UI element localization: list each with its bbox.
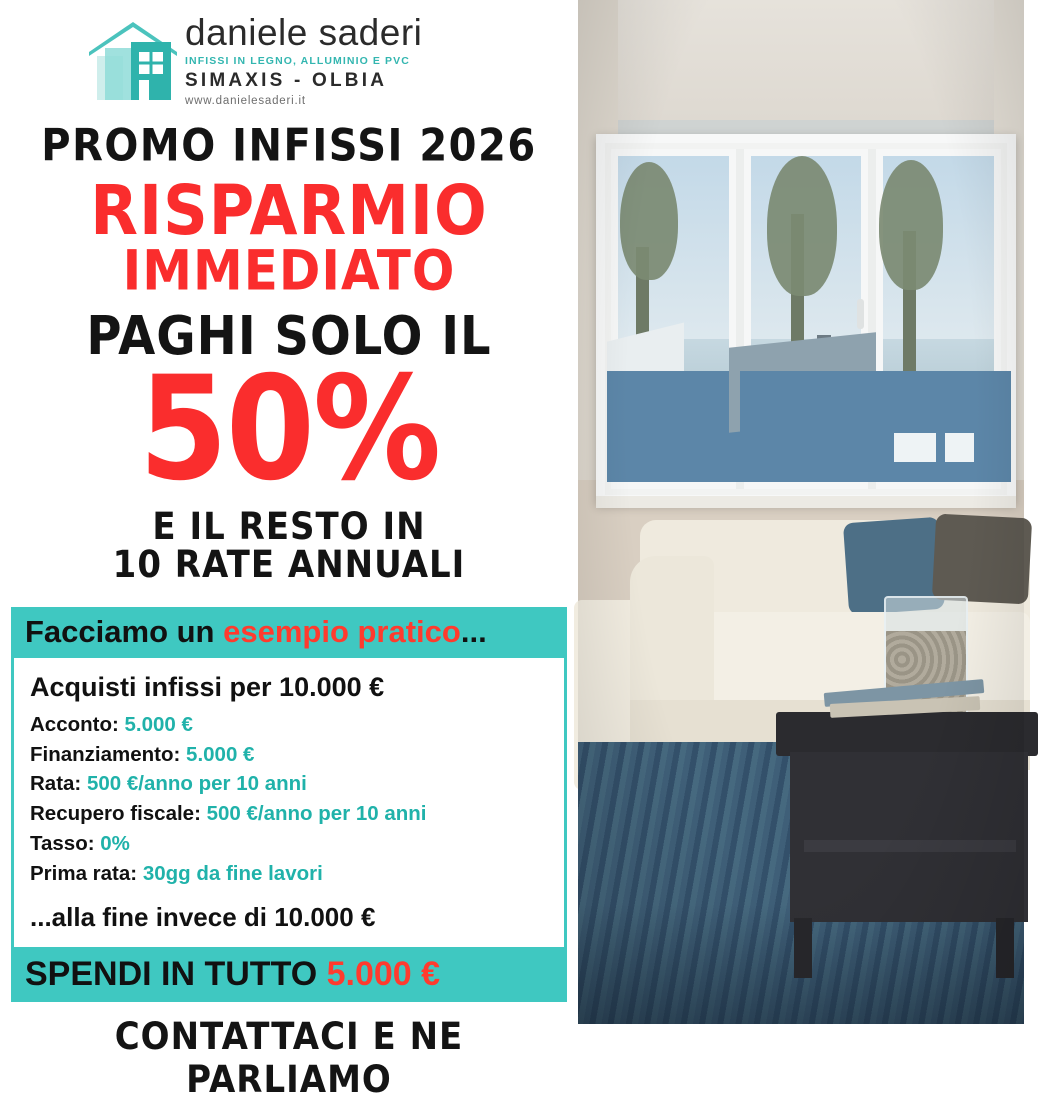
- headline-paghi-solo-il: PAGHI SOLO IL: [86, 305, 492, 368]
- house-logo-icon: [87, 18, 179, 104]
- headline-rate-annuali: 10 RATE ANNUALI: [112, 543, 466, 588]
- brand-tagline: INFISSI IN LEGNO, ALLUMINIO E PVC: [185, 55, 410, 67]
- headline-block: [0, 120, 578, 588]
- example-total-bar: [11, 950, 567, 1002]
- row-label: Recupero fiscale:: [30, 802, 201, 826]
- brand-logo: [79, 14, 499, 107]
- neighbour-window: [894, 433, 936, 462]
- example-header-suffix: ...: [460, 613, 487, 649]
- roof-blue: [740, 371, 878, 482]
- brand-website: www.danielesaderi.it: [185, 95, 306, 107]
- coffee-table-leg-left: [794, 918, 812, 978]
- row-value: 500 €/anno per 10 anni: [206, 802, 427, 826]
- photo-wall-top: [578, 0, 1024, 120]
- window-sill: [596, 496, 1016, 508]
- coffee-table-leg-right: [996, 918, 1014, 978]
- example-header: [11, 607, 567, 658]
- headline-percent: 50%: [138, 346, 440, 514]
- row-label: Prima rata:: [30, 862, 138, 886]
- pvc-window: [596, 134, 1016, 504]
- example-row-acconto: [30, 714, 548, 737]
- row-value: 5.000 €: [186, 742, 255, 766]
- row-value: 30gg da fine lavori: [142, 862, 323, 886]
- example-row-prima-rata: [30, 863, 548, 886]
- example-row-recupero-fiscale: [30, 803, 548, 826]
- window-pane-right: [876, 149, 1001, 489]
- roof-blue: [872, 371, 1010, 482]
- coffee-table-top: [776, 712, 1038, 756]
- row-label: Tasso:: [30, 832, 95, 856]
- roof-blue: [607, 371, 745, 482]
- tree-foliage: [879, 160, 943, 290]
- example-header-prefix: Facciamo un: [25, 613, 224, 649]
- brand-locations: SIMAXIS - OLBIA: [185, 70, 388, 91]
- example-header-highlight: esempio pratico: [223, 613, 461, 649]
- coffee-table-body: [790, 752, 1028, 922]
- window-handle[interactable]: [857, 299, 864, 329]
- row-value: 5.000 €: [124, 712, 193, 736]
- neighbour-window: [945, 433, 974, 462]
- total-label: SPENDI IN TUTTO: [25, 955, 327, 994]
- coffee-table-shelf: [804, 840, 1016, 852]
- brand-text-block: [185, 14, 422, 107]
- row-label: Finanziamento:: [30, 742, 181, 766]
- dark-cushion: [932, 514, 1032, 605]
- living-room-photo: [578, 0, 1024, 1024]
- headline-resto-in: E IL RESTO IN: [152, 505, 426, 550]
- total-amount: 5.000 €: [326, 955, 441, 994]
- window-pane-center: [744, 149, 869, 489]
- headline-risparmio: RISPARMIO: [90, 170, 488, 251]
- row-label: Rata:: [30, 772, 82, 796]
- tree-foliage: [767, 156, 837, 296]
- example-footer: ...alla fine invece di 10.000 €: [30, 902, 376, 933]
- example-row-finanziamento: [30, 744, 548, 767]
- contact-line-2: PARLIAMO: [186, 1057, 392, 1102]
- row-value: 500 €/anno per 10 anni: [86, 772, 307, 796]
- row-label: Acconto:: [30, 712, 119, 736]
- example-panel: [11, 607, 567, 1002]
- contact-line-1: CONTATTACI E NE: [114, 1014, 464, 1059]
- window-panes: [611, 149, 1001, 489]
- example-row-rata: [30, 773, 548, 796]
- row-value: 0%: [100, 832, 130, 856]
- tree-foliage: [620, 162, 678, 280]
- promo-title: PROMO INFISSI 2026: [41, 120, 537, 172]
- brand-name: daniele saderi: [185, 12, 423, 53]
- example-title: Acquisti infissi per 10.000 €: [30, 671, 385, 702]
- headline-immediato: IMMEDIATO: [122, 238, 456, 303]
- window-pane-left: [611, 149, 736, 489]
- example-body: [11, 658, 567, 951]
- example-row-tasso: [30, 833, 548, 856]
- contact-callout: [11, 1016, 567, 1102]
